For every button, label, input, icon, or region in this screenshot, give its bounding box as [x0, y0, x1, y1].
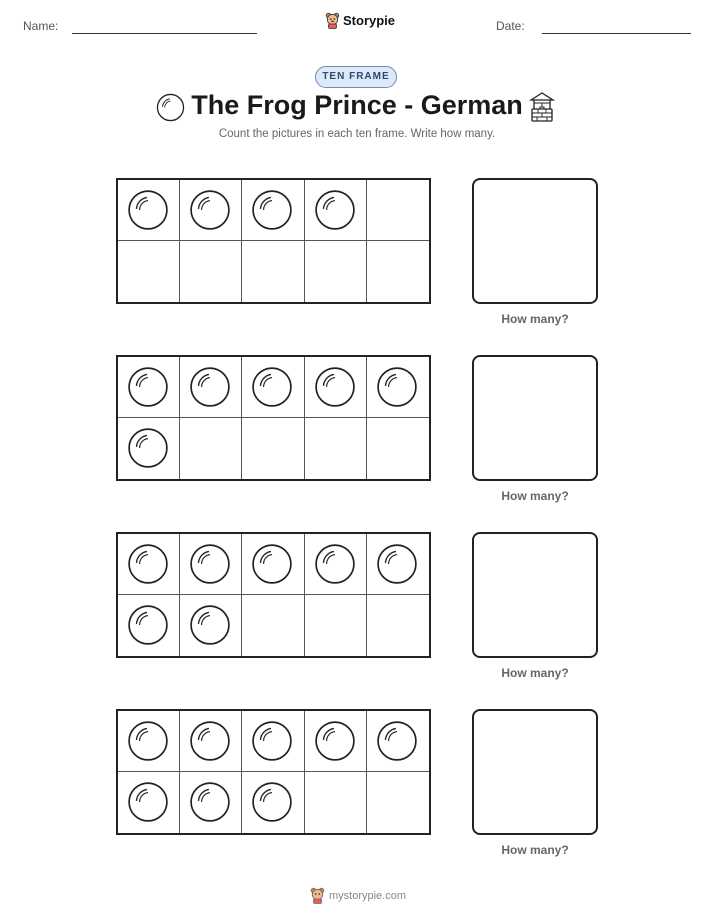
ten-frame-1: [116, 178, 431, 304]
ten-frame-2: [116, 355, 431, 481]
storypie-bear-logo: [325, 12, 340, 29]
golden-ball-icon: [251, 543, 293, 585]
name-line[interactable]: [72, 33, 257, 34]
answer-box-4[interactable]: [472, 709, 598, 835]
brand: [325, 12, 395, 29]
ten-frame-cell: [242, 772, 304, 833]
golden-ball-icon: [376, 720, 418, 762]
footer-url: mystorypie.com: [329, 889, 407, 902]
answer-box-1[interactable]: [472, 178, 598, 304]
golden-ball-icon: [251, 781, 293, 823]
ten-frame-cell: [180, 241, 242, 302]
ten-frame-cell: [367, 241, 429, 302]
ten-frame-3: [116, 532, 431, 658]
golden-ball-icon: [189, 543, 231, 585]
ten-frame-4: [116, 709, 431, 835]
ten-frame-cell: [367, 357, 429, 418]
ten-frame-cell: [305, 180, 367, 241]
golden-ball-icon: [314, 366, 356, 408]
how-many-label-2: How many?: [501, 489, 569, 503]
golden-ball-icon: [127, 189, 169, 231]
golden-ball-icon: [127, 543, 169, 585]
ten-frame-cell: [180, 180, 242, 241]
footer: [310, 887, 406, 904]
ten-frame-cell: [242, 241, 304, 302]
golden-ball-icon: [314, 189, 356, 231]
how-many-label-3: How many?: [501, 666, 569, 680]
golden-ball-icon: [127, 781, 169, 823]
golden-ball-icon: [189, 781, 231, 823]
brand-name: Storypie: [343, 13, 396, 28]
ten-frame-cell: [305, 357, 367, 418]
ten-frame-cell: [305, 711, 367, 772]
ten-frame-cell: [242, 357, 304, 418]
ten-frame-cell: [118, 595, 180, 656]
ten-frame-cell: [118, 772, 180, 833]
ten-frame-cell: [242, 418, 304, 479]
golden-ball-icon: [189, 189, 231, 231]
ten-frame-cell: [305, 534, 367, 595]
ten-frame-cell: [242, 534, 304, 595]
ten-frame-cell: [118, 241, 180, 302]
ten-frame-cell: [305, 772, 367, 833]
golden-ball-icon: [127, 427, 169, 469]
ten-frame-cell: [118, 418, 180, 479]
ten-frame-cell: [367, 595, 429, 656]
ten-frame-badge: TEN FRAME: [315, 66, 397, 88]
golden-ball-icon: [376, 366, 418, 408]
ten-frame-cell: [367, 180, 429, 241]
wishing-well-icon: [528, 91, 556, 123]
ten-frame-cell: [118, 180, 180, 241]
ten-frame-cell: [367, 772, 429, 833]
ten-frame-cell: [367, 711, 429, 772]
golden-ball-icon: [189, 720, 231, 762]
ten-frame-cell: [118, 357, 180, 418]
ten-frame-cell: [180, 418, 242, 479]
ten-frame-cell: [242, 595, 304, 656]
how-many-label-4: How many?: [501, 843, 569, 857]
golden-ball-icon: [127, 366, 169, 408]
name-label: Name:: [23, 19, 59, 33]
date-line[interactable]: [542, 33, 691, 34]
how-many-label-1: How many?: [501, 312, 569, 326]
golden-ball-icon: [251, 366, 293, 408]
ten-frame-cell: [367, 534, 429, 595]
answer-box-2[interactable]: [472, 355, 598, 481]
ten-frame-cell: [180, 595, 242, 656]
ten-frame-cell: [180, 711, 242, 772]
golden-ball-icon: [314, 543, 356, 585]
golden-ball-icon: [251, 189, 293, 231]
answer-box-3[interactable]: [472, 532, 598, 658]
ten-frame-cell: [367, 418, 429, 479]
ten-frame-cell: [305, 595, 367, 656]
golden-ball-icon: [189, 604, 231, 646]
storypie-bear-logo: [310, 887, 325, 904]
golden-ball-icon: [127, 720, 169, 762]
ten-frame-cell: [305, 418, 367, 479]
ten-frame-cell: [180, 357, 242, 418]
golden-ball-icon: [189, 366, 231, 408]
ten-frame-cell: [305, 241, 367, 302]
ten-frame-cell: [118, 534, 180, 595]
instructions: Count the pictures in each ten frame. Write how many.: [218, 128, 496, 140]
ten-frame-cell: [180, 772, 242, 833]
golden-ball-icon: [251, 720, 293, 762]
ten-frame-cell: [118, 711, 180, 772]
ten-frame-cell: [180, 534, 242, 595]
ten-frame-cell: [242, 180, 304, 241]
golden-ball-icon: [314, 720, 356, 762]
page-title: The Frog Prince - German: [191, 90, 523, 120]
golden-ball-icon: [376, 543, 418, 585]
golden-ball-icon: [127, 604, 169, 646]
date-label: Date:: [496, 19, 525, 33]
ten-frame-cell: [242, 711, 304, 772]
